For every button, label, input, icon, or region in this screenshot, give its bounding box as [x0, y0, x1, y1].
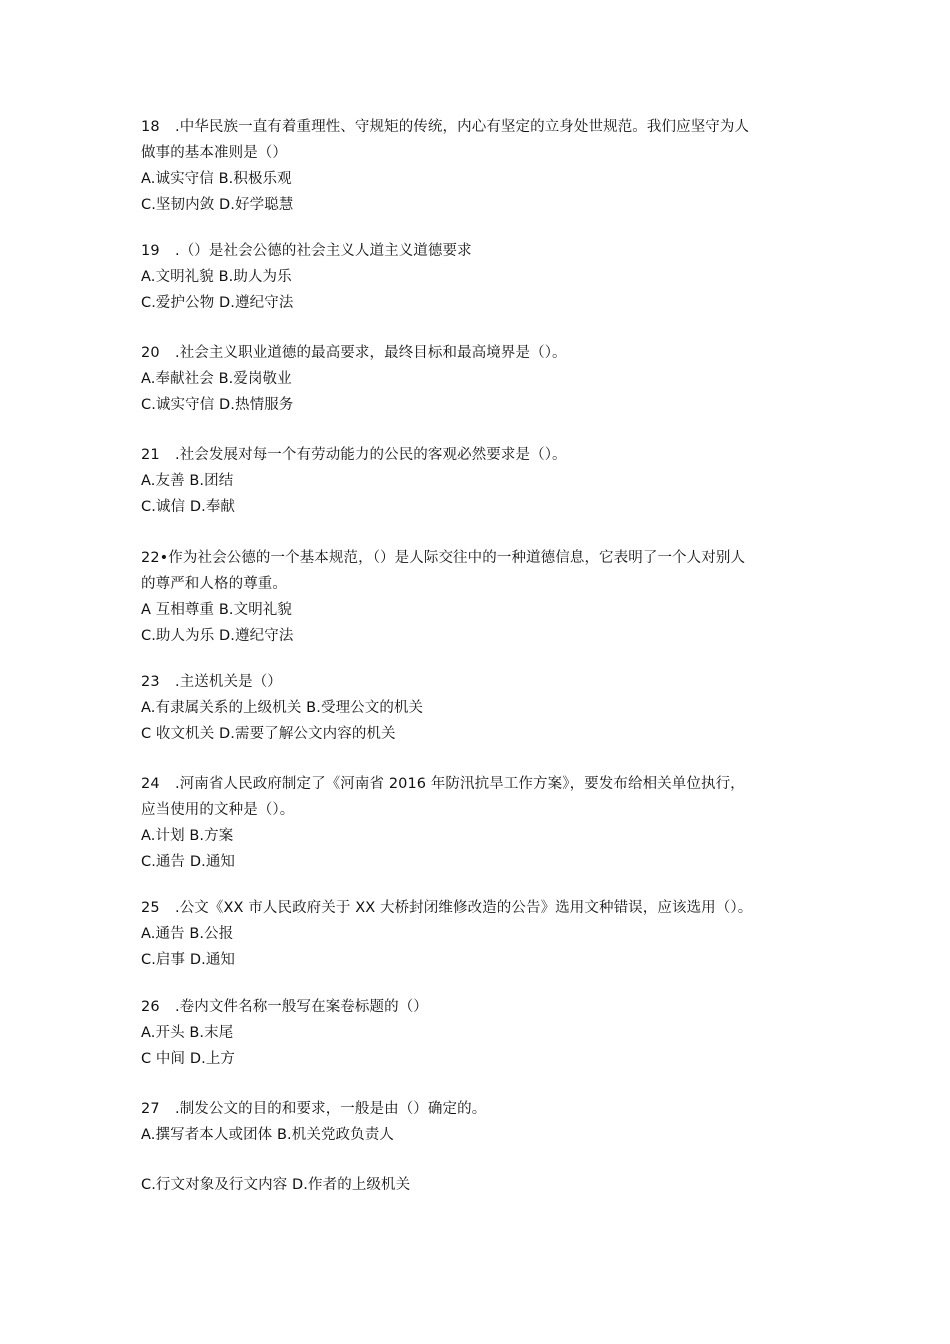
question-stem-text: .卷内文件名称一般写在案卷标题的（） [175, 999, 428, 1015]
question-number: 21 [141, 447, 160, 463]
question-option-line: A.奉献社会 B.爱岗敬业 [141, 371, 292, 387]
question-number: 25 [141, 900, 160, 916]
question-stem-text: .公文《XX 市人民政府关于 XX 大桥封闭维修改造的公告》选用文种错误，应该选用（）。 [175, 900, 753, 916]
question-option-line: C.行文对象及行文内容 D.作者的上级机关 [141, 1177, 411, 1193]
question-stem-line [141, 442, 811, 468]
question-option-line: A.友善 B.团结 [141, 473, 234, 489]
question-number: 18 [141, 119, 160, 135]
question-option-line: C.启事 D.通知 [141, 952, 236, 968]
question-number: 27 [141, 1101, 160, 1117]
question-stem-text: .制发公文的目的和要求，一般是由（）确定的。 [175, 1101, 487, 1117]
question-stem-text: .社会主义职业道德的最高要求，最终目标和最高境界是（）。 [175, 345, 567, 361]
question-option-line: A.开头 B.末尾 [141, 1025, 234, 1041]
question-stem-line: 22•作为社会公德的一个基本规范，（）是人际交往中的一种道德信息，它表明了一个人对别人 [141, 550, 746, 566]
question-22 [141, 545, 811, 649]
question-stem-line [141, 669, 811, 695]
question-option-line: A.文明礼貌 B.助人为乐 [141, 269, 292, 285]
question-stem-line [141, 1096, 811, 1122]
question-number: 23 [141, 674, 160, 690]
question-19 [141, 238, 811, 316]
question-stem-line [141, 340, 811, 366]
question-number: 24 [141, 776, 160, 792]
question-stem-line: 的尊严和人格的尊重。 [141, 576, 287, 592]
question-stem-line [141, 771, 811, 797]
question-option-line: A.有隶属关系的上级机关 B.受理公文的机关 [141, 700, 424, 716]
question-option-line: A.撰写者本人或团体 B.机关党政负责人 [141, 1127, 394, 1143]
question-stem-line [141, 114, 811, 140]
question-stem-text: .主送机关是（） [175, 674, 282, 690]
question-25 [141, 895, 811, 973]
question-option-line: A.计划 B.方案 [141, 828, 234, 844]
question-24 [141, 771, 811, 875]
question-23 [141, 669, 811, 747]
question-27 [141, 1096, 811, 1198]
question-stem-line: 应当使用的文种是（）。 [141, 802, 295, 818]
question-option-line: A.通告 B.公报 [141, 926, 234, 942]
question-stem-text: .中华民族一直有着重理性、守规矩的传统，内心有坚定的立身处世规范。我们应坚守为人 [175, 119, 750, 135]
question-21 [141, 442, 811, 520]
question-option-line: C.爱护公物 D.遵纪守法 [141, 295, 294, 311]
question-stem-text: .河南省人民政府制定了《河南省 2016 年防汛抗旱工作方案》，要发布给相关单位执行， [175, 776, 745, 792]
question-26 [141, 994, 811, 1072]
question-number: 20 [141, 345, 160, 361]
question-option-line: A 互相尊重 B.文明礼貌 [141, 602, 292, 618]
question-stem-line: 做事的基本准则是（） [141, 145, 287, 161]
spacer [141, 1148, 811, 1172]
question-number: 19 [141, 243, 160, 259]
question-stem-text: .社会发展对每一个有劳动能力的公民的客观必然要求是（）。 [175, 447, 567, 463]
question-number: 26 [141, 999, 160, 1015]
question-option-line: A.诚实守信 B.积极乐观 [141, 171, 292, 187]
question-stem-line [141, 238, 811, 264]
question-option-line: C.坚韧内敛 D.好学聪慧 [141, 197, 294, 213]
question-option-line: C.诚实守信 D.热情服务 [141, 397, 294, 413]
question-stem-text: .（）是社会公德的社会主义人道主义道德要求 [175, 243, 472, 259]
question-option-line: C.诚信 D.奉献 [141, 499, 236, 515]
question-option-line: C 收文机关 D.需要了解公文内容的机关 [141, 726, 396, 742]
question-20 [141, 340, 811, 418]
question-stem-line [141, 994, 811, 1020]
question-option-line: C.通告 D.通知 [141, 854, 236, 870]
question-stem-line [141, 895, 811, 921]
question-18 [141, 114, 811, 218]
question-option-line: C.助人为乐 D.遵纪守法 [141, 628, 294, 644]
question-option-line: C 中间 D.上方 [141, 1051, 236, 1067]
